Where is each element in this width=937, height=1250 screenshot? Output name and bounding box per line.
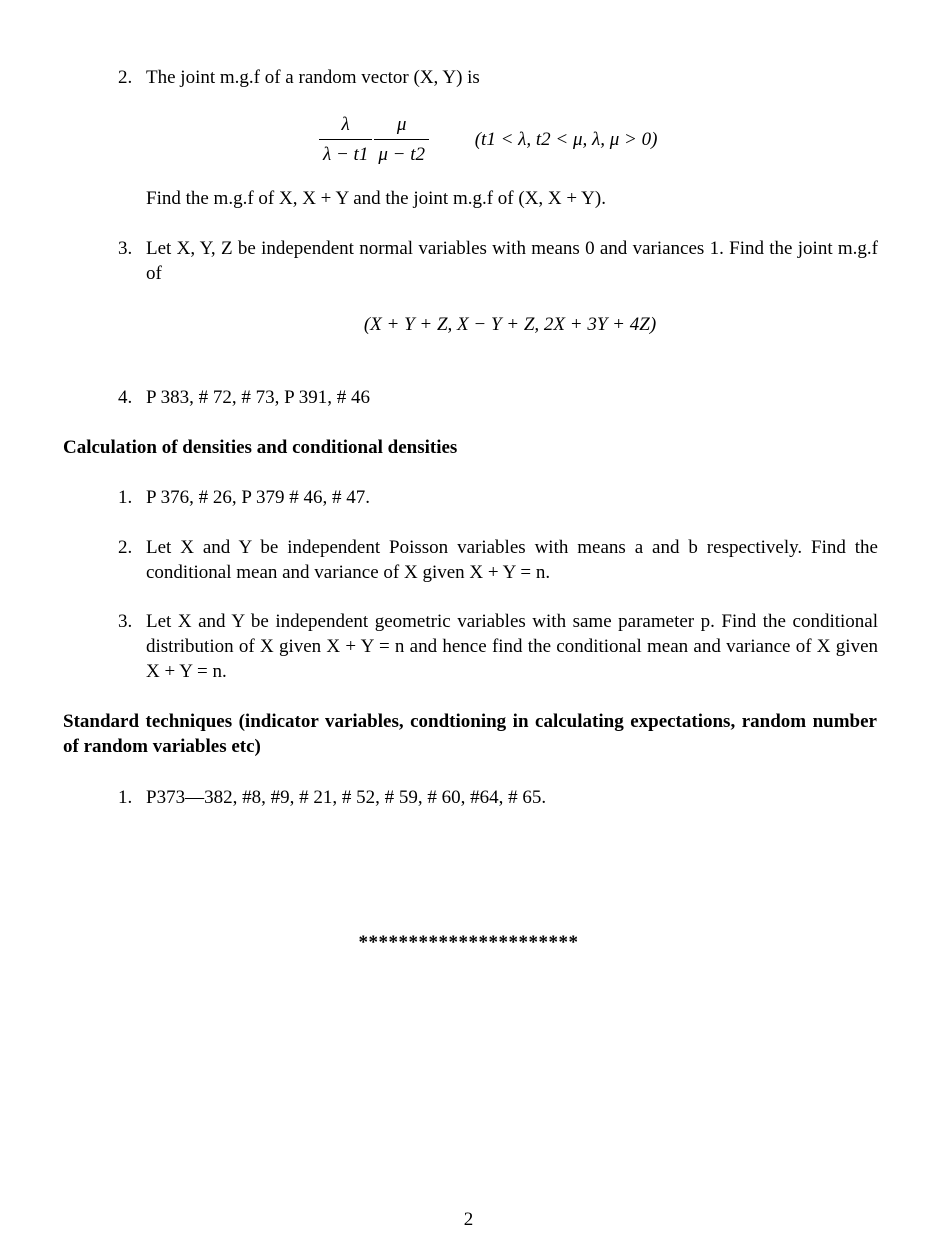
- list-item: [118, 65, 878, 90]
- stars-divider: **********************: [358, 932, 579, 953]
- fraction-numerator: μ: [374, 112, 429, 140]
- list-item: [118, 385, 878, 410]
- item-text: P 383, # 72, # 73, P 391, # 46: [146, 387, 370, 408]
- item-text: Let X and Y be independent geometric variables with same parameter p. Find the conditional distribution of X given X + Y = n and hence find the conditional mean and variance of X given X + Y = n.: [146, 611, 878, 682]
- item-number: 4.: [118, 387, 133, 408]
- page-number: 2: [463, 1209, 474, 1230]
- item-number: 3.: [118, 238, 133, 259]
- display-formula-mgf: [318, 112, 718, 167]
- list-item: [118, 785, 878, 810]
- list-item: [118, 485, 878, 510]
- formula-condition: (t1 < λ, t2 < μ, λ, μ > 0): [474, 129, 658, 150]
- item-number: 3.: [118, 611, 133, 632]
- display-formula-vector: (X + Y + Z, X − Y + Z, 2X + 3Y + 4Z): [363, 314, 657, 335]
- item-text: Let X and Y be independent Poisson variables with means a and b respectively. Find the conditional mean and variance of X given X + Y = n.: [146, 537, 878, 583]
- list-item: [118, 236, 878, 286]
- item-followup: [118, 186, 878, 211]
- item-number: 2.: [118, 67, 133, 88]
- fraction-mu: [374, 112, 429, 167]
- item-text: The joint m.g.f of a random vector (X, Y) is: [146, 67, 480, 88]
- item-text: P 376, # 26, P 379 # 46, # 47.: [146, 487, 370, 508]
- item-number: 1.: [118, 787, 133, 808]
- fraction-lambda: [319, 112, 372, 167]
- list-item: [118, 535, 878, 585]
- fraction-denominator: λ − t1: [323, 144, 369, 165]
- followup-text: Find the m.g.f of X, X + Y and the joint m.g.f of (X, X + Y).: [146, 188, 606, 209]
- item-number: 2.: [118, 537, 133, 558]
- list-item: [118, 609, 878, 684]
- fraction-denominator: μ − t2: [378, 144, 425, 165]
- fraction-numerator: λ: [319, 112, 372, 140]
- item-number: 1.: [118, 487, 133, 508]
- section-heading: Standard techniques (indicator variables, condtioning in calculating expectations, random number of random variables etc): [63, 711, 877, 757]
- item-text: Let X, Y, Z be independent normal variables with means 0 and variances 1. Find the joint m.g.f of: [146, 238, 878, 284]
- item-text: P373—382, #8, #9, # 21, # 52, # 59, # 60, #64, # 65.: [146, 787, 547, 808]
- section-heading: Calculation of densities and conditional densities: [63, 437, 458, 458]
